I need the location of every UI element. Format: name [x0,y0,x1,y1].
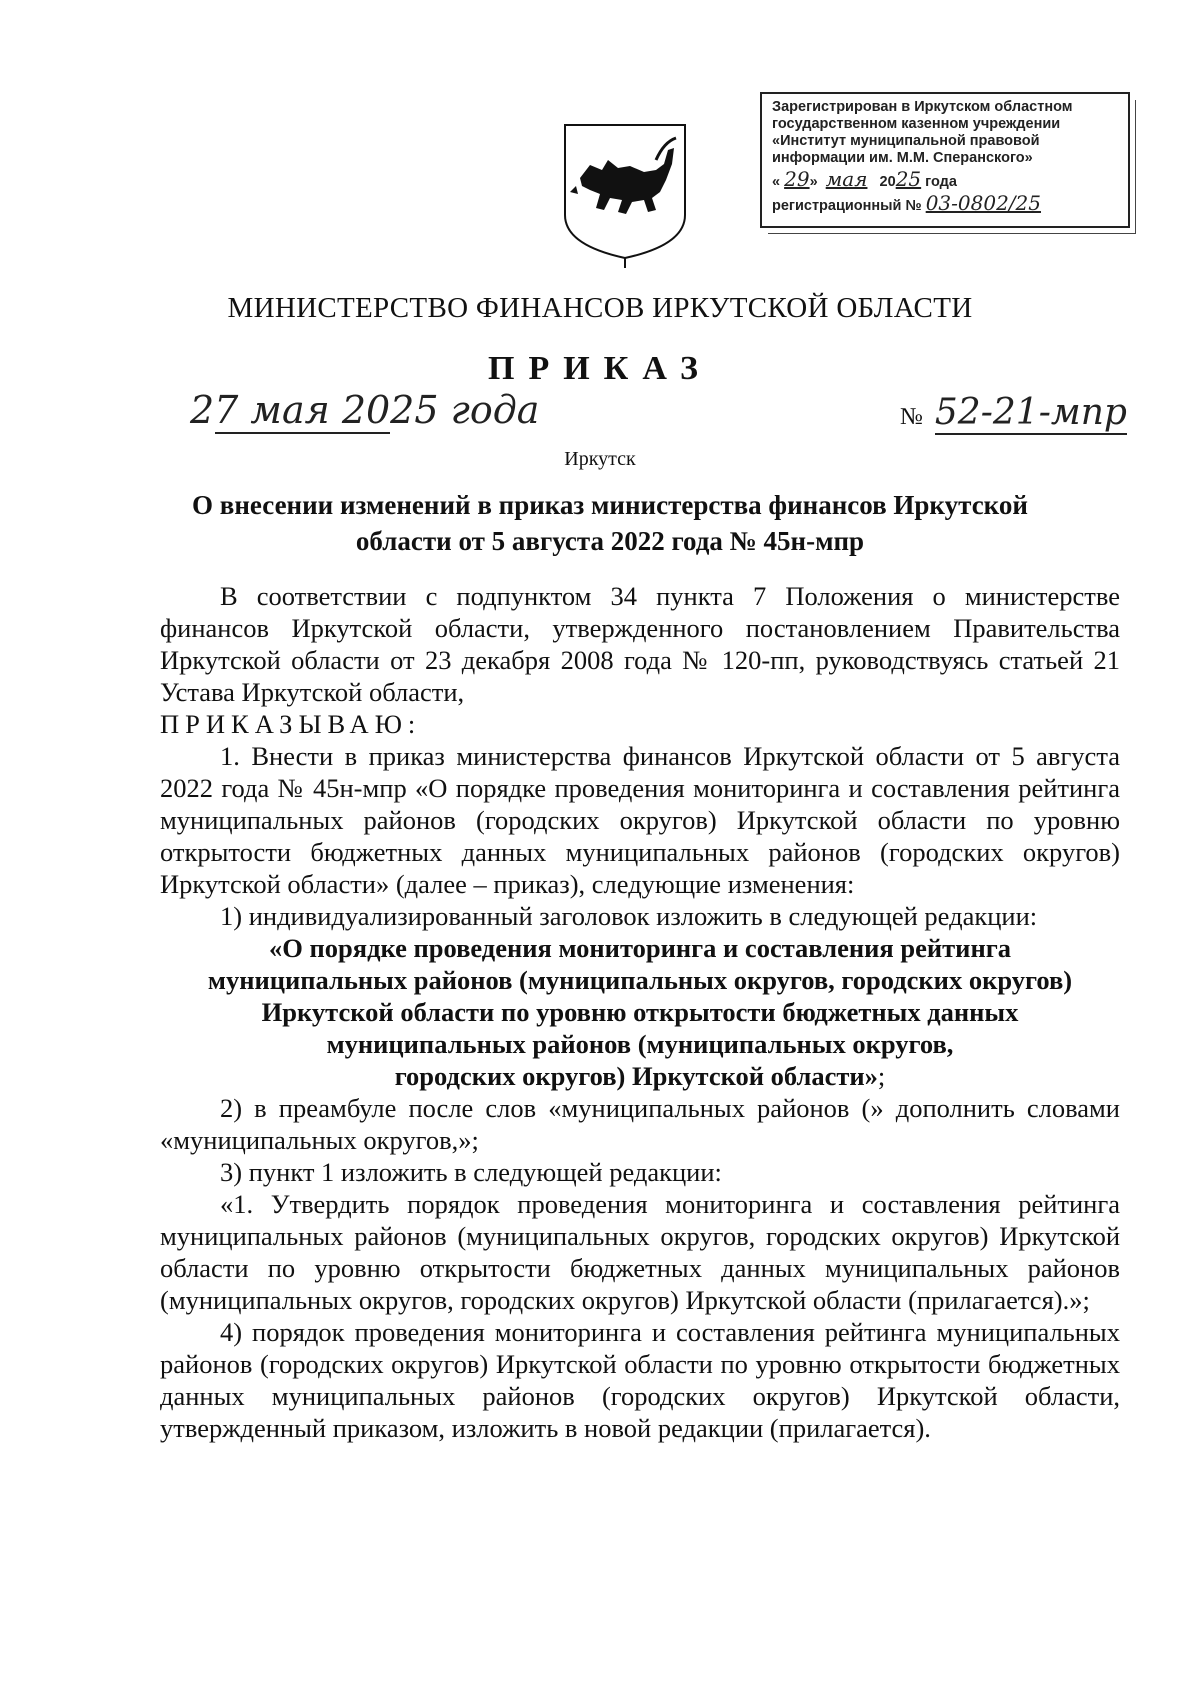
stamp-month: мая [825,171,868,191]
handwritten-date: 27 мая 2025 года [190,388,540,432]
order-body [160,580,1120,1444]
subject-line: области от 5 августа 2022 года № 45н-мпр [355,526,865,556]
stamp-year-prefix: 20 [879,174,896,190]
preamble-paragraph: В соответствии с подпунктом 34 пункта 7 Положения о министерстве финансов Иркутской области, утвержденного постановлением Правительства Иркутской области от 23 декабря 2008 года № 120-пп, руководствуясь статьей 21 Устава Иркутской области, [160,581,1120,707]
subject-line: О внесении изменений в приказ министерства финансов Иркутской [192,490,1028,520]
ministry-name: МИНИСТЕРСТВО ФИНАНСОВ ИРКУТСКОЙ ОБЛАСТИ [227,292,973,324]
city-name: Иркутск [564,448,636,470]
subitem-4-paragraph: 4) порядок проведения мониторинга и составления рейтинга муниципальных районов (городских округов) Иркутской области по уровню открытости бюджетных данных муниципальных районов (городских округов) Иркутской области, утвержденный приказом, изложить в новой редакции (прилагается). [160,1317,1120,1443]
stamp-line: Зарегистрирован в Иркутском областном [772,99,1073,115]
order-subject [150,487,1070,559]
stamp-registration-row [772,195,1120,215]
stamp-quote-close: » [809,174,818,190]
date-underline [215,432,390,434]
stamp-line: «Институт муниципальной правовой [772,133,1040,149]
subitem-1-paragraph: 1) индивидуализированный заголовок изложить в следующей редакции: [220,901,1038,931]
new-title-line: муниципальных районов (муниципальных округов, городских округов) [207,965,1073,995]
new-title-line: городских округов) Иркутской области» [394,1061,878,1091]
new-title-line: «О порядке проведения мониторинга и составления рейтинга [268,933,1011,963]
new-title-line: муниципальных районов (муниципальных округов, [326,1029,954,1059]
document-type-title: ПРИКАЗ [488,350,712,387]
registration-stamp [760,92,1130,228]
stamp-year-word: года [925,174,957,190]
item-1-paragraph: 1. Внести в приказ министерства финансов Иркутской области от 5 августа 2022 года № 45н-мпр «О порядке проведения мониторинга и составления рейтинга муниципальных районов (городских округов) Иркутской области по уровню открытости бюджетных данных муниципальных районов (городских округов) Иркутской области» (далее – приказ), следующие изменения: [160,741,1120,899]
stamp-reg-label: регистрационный № [772,198,922,214]
stamp-quote-open: « [772,174,781,190]
irkutsk-coat-of-arms-emblem [560,120,690,270]
stamp-year-suffix: 25 [895,171,922,191]
stamp-day: 29 [784,171,810,191]
number-label: № [900,404,923,430]
subitem-2-paragraph: 2) в преамбуле после слов «муниципальных районов (» дополнить словами «муниципальных округов,»; [160,1093,1120,1155]
stamp-date-row [772,171,1120,191]
new-title-last-line [160,1060,1120,1092]
new-title-line: Иркутской области по уровню открытости бюджетных данных [261,997,1019,1027]
stamp-reg-number: 03-0802/25 [925,195,1041,215]
subitem-3-text-paragraph: «1. Утвердить порядок проведения мониторинга и составления рейтинга муниципальных районов (муниципальных округов, городских округов) Иркутской области по уровню открытости бюджетных данных муниципальных районов (муниципальных округов, городских округов) Иркутской области (прилагается).»; [160,1189,1120,1315]
order-directive: ПРИКАЗЫВАЮ: [160,709,422,739]
subitem-3-paragraph: 3) пункт 1 изложить в следующей редакции: [220,1157,722,1187]
new-title-terminator: ; [877,1061,886,1091]
stamp-line: информации им. М.М. Сперанского» [772,150,1033,166]
handwritten-order-number: 52-21-мпр [934,392,1127,433]
stamp-line: государственном казенном учреждении [772,116,1061,132]
order-number [900,392,1127,433]
